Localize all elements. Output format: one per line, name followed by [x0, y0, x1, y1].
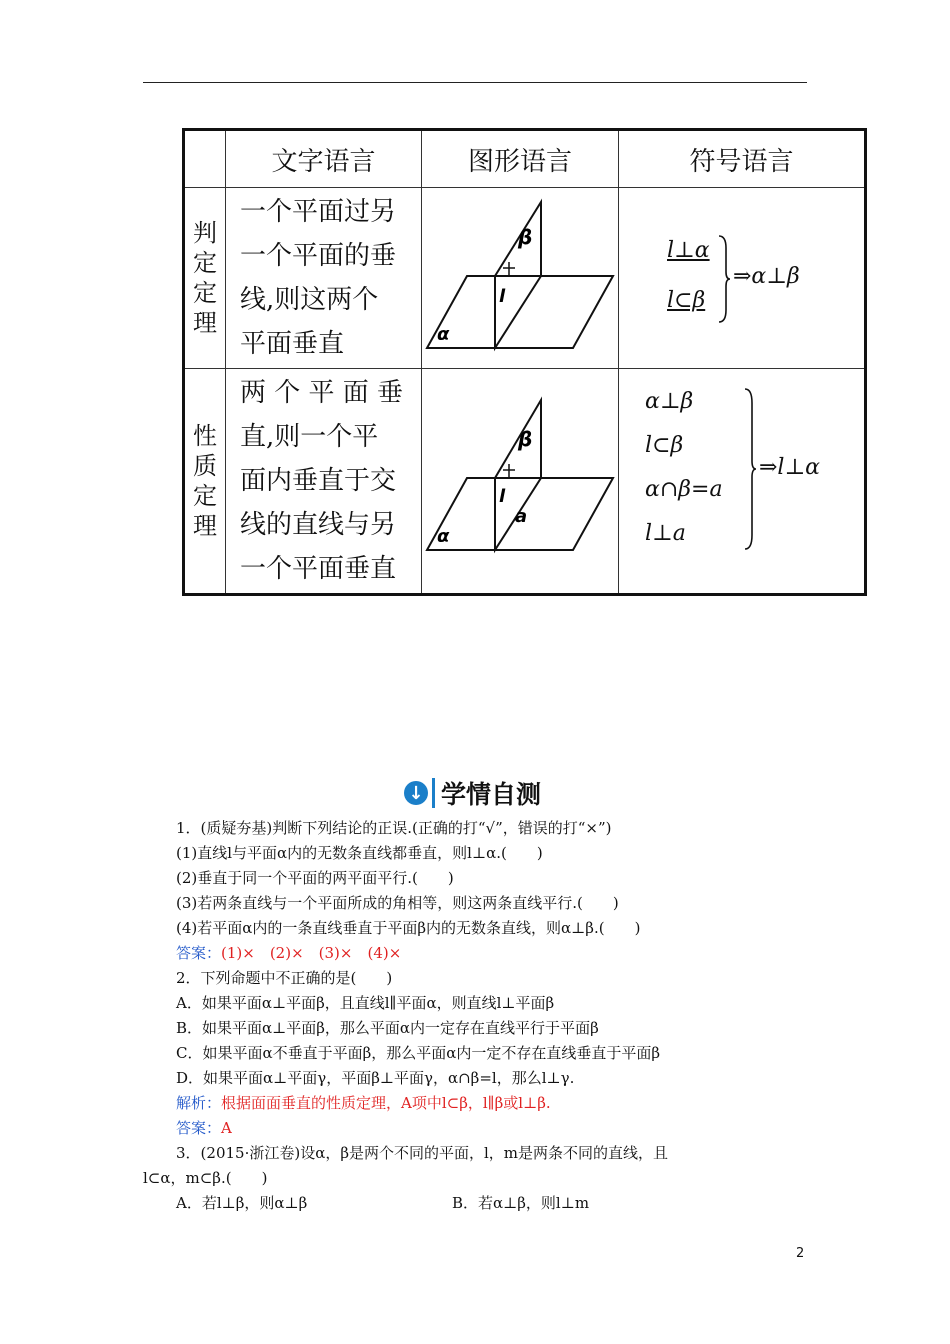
page-number: 2 — [796, 1246, 805, 1261]
svg-text:l: l — [499, 286, 506, 307]
q3-option-a: A．若l⊥β，则α⊥β — [176, 1194, 308, 1212]
q1-answer: 答案：(1)× (2)× (3)× (4)× — [176, 944, 402, 962]
q2-analysis: 解析：根据面面垂直的性质定理，A项中l⊂β，l∥β或l⊥β. — [176, 1094, 551, 1112]
conclusion-l-perp-alpha: ⇒l⊥α — [759, 455, 821, 480]
svg-text:a: a — [515, 506, 528, 527]
q2-option-b: B．如果平面α⊥平面β，那么平面α内一定存在直线平行于平面β — [176, 1019, 599, 1037]
premise-l-perp-a: l⊥a — [645, 521, 686, 546]
q2-answer: 答案：A — [176, 1119, 232, 1137]
q2-option-d: D．如果平面α⊥平面γ，平面β⊥平面γ，α∩β=l，那么l⊥γ. — [176, 1069, 575, 1087]
header-empty — [184, 130, 226, 188]
title-divider — [432, 778, 435, 808]
q3-option-b: B．若α⊥β，则l⊥m — [452, 1194, 590, 1212]
conclusion-alpha-perp-beta: ⇒α⊥β — [733, 264, 800, 289]
q3-stem-line1: 3．(2015·浙江卷)设α，β是两个不同的平面，l，m是两条不同的直线，且 — [176, 1144, 669, 1162]
table-row-property — [184, 369, 866, 595]
section-title: ↓ 学情自测 — [404, 776, 541, 810]
q3-stem-line2: l⊂α，m⊂β.( ) — [143, 1169, 268, 1187]
premise-alpha-perp-beta: α⊥β — [645, 389, 694, 414]
header-symbol-language: 符号语言 — [619, 130, 866, 188]
header-text-language: 文字语言 — [226, 130, 422, 188]
svg-text:α: α — [437, 324, 450, 345]
row-label-judgement: 判 定 定 理 — [184, 188, 226, 369]
brace-icon — [743, 387, 757, 551]
plane-perpendicular-figure-2 — [425, 394, 615, 564]
symbols-property — [619, 369, 866, 595]
text-property: 两 个 平 面 垂 直,则一个平 面内垂直于交 线的直线与另 一个平面垂直 — [226, 369, 422, 595]
q1-item-1: (1)直线l与平面α内的无数条直线都垂直，则l⊥α.( ) — [176, 844, 543, 862]
q2-option-c: C．如果平面α不垂直于平面β，那么平面α内一定不存在直线垂直于平面β — [176, 1044, 661, 1062]
q1-item-4: (4)若平面α内的一条直线垂直于平面β内的无数条直线，则α⊥β.( ) — [176, 919, 641, 937]
premise-l-subset-beta: l⊂β — [667, 288, 706, 313]
premise-l-perp-alpha: l⊥α — [667, 238, 710, 263]
table-header-row — [184, 130, 866, 188]
q2-stem: 2．下列命题中不正确的是( ) — [176, 969, 393, 987]
brace-icon — [717, 234, 731, 324]
plane-perpendicular-figure-1 — [425, 196, 615, 356]
premise-l-subset-beta: l⊂β — [645, 433, 684, 458]
header-figure-language: 图形语言 — [422, 130, 619, 188]
down-arrow-circle-icon: ↓ — [404, 781, 428, 805]
q1-item-3: (3)若两条直线与一个平面所成的角相等，则这两条直线平行.( ) — [176, 894, 619, 912]
text-judgement: 一个平面过另 一个平面的垂 线,则这两个 平面垂直 — [226, 188, 422, 369]
q2-option-a: A．如果平面α⊥平面β，且直线l∥平面α，则直线l⊥平面β — [176, 994, 555, 1012]
svg-text:α: α — [437, 526, 450, 547]
figure-property — [422, 369, 619, 595]
q1-stem: 1．(质疑夯基)判断下列结论的正误.(正确的打“√”，错误的打“×”) — [176, 819, 612, 837]
theorem-table — [182, 128, 867, 596]
table-row-judgement — [184, 188, 866, 369]
svg-text:β: β — [518, 427, 533, 451]
svg-text:l: l — [499, 486, 506, 507]
q1-item-2: (2)垂直于同一个平面的两平面平行.( ) — [176, 869, 454, 887]
row-label-property: 性 质 定 理 — [184, 369, 226, 595]
header-rule — [143, 82, 807, 83]
symbols-judgement — [619, 188, 866, 369]
premise-intersection: α∩β=a — [645, 477, 723, 502]
figure-judgement — [422, 188, 619, 369]
svg-text:β: β — [518, 225, 533, 249]
